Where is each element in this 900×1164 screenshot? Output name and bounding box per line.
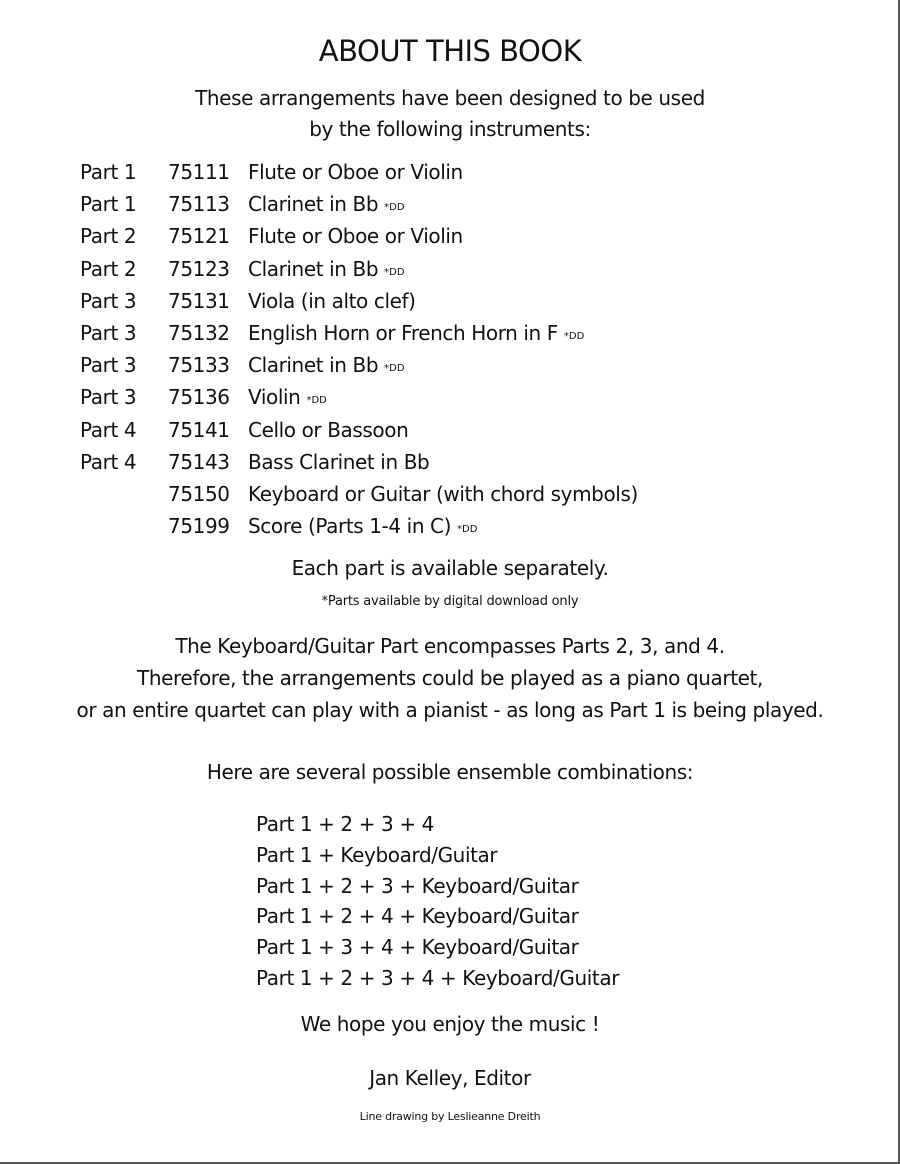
catalog-number: 75141 <box>168 417 230 442</box>
catalog-number: 75143 <box>168 449 230 474</box>
catalog-number: 75111 <box>168 160 230 184</box>
part-label: Part 1 <box>80 160 137 184</box>
instrument-name: Violin *DD <box>248 385 327 410</box>
part-label: Part 3 <box>80 353 137 378</box>
instrument-name: English Horn or French Horn in F *DD <box>248 320 585 345</box>
catalog-number: 75113 <box>168 192 230 217</box>
instrument-name: Keyboard or Guitar (with chord symbols) <box>248 481 638 506</box>
catalog-number: 75136 <box>168 385 230 410</box>
digital-download-marker: *DD <box>384 202 405 214</box>
instrument-name: Viola (in alto clef) <box>248 288 416 313</box>
digital-download-marker: *DD <box>306 395 327 407</box>
part-row <box>80 385 780 417</box>
keyboard-note-line-1: The Keyboard/Guitar Part encompasses Parts 2, 3, and 4. <box>175 634 725 658</box>
part-row <box>80 450 780 482</box>
part-row <box>80 321 780 353</box>
page-title: ABOUT THIS BOOK <box>318 34 582 68</box>
digital-download-marker: *DD <box>457 524 478 536</box>
combination-item: Part 1 + 2 + 4 + Keyboard/Guitar <box>256 904 579 929</box>
intro-line-2: by the following instruments: <box>309 117 591 141</box>
part-label: Part 1 <box>80 192 137 217</box>
part-label: Part 4 <box>80 449 137 474</box>
instrument-name: Clarinet in Bb *DD <box>248 353 405 378</box>
illustration-credit: Line drawing by Leslieanne Dreith <box>359 1110 541 1123</box>
part-row <box>80 418 780 450</box>
combinations-list <box>256 812 619 997</box>
instrument-name: Cello or Bassoon <box>248 417 409 442</box>
part-label: Part 3 <box>80 320 137 345</box>
digital-download-marker: *DD <box>384 363 405 375</box>
combination-item: Part 1 + 2 + 3 + 4 + Keyboard/Guitar <box>256 965 620 990</box>
keyboard-note-line-2: Therefore, the arrangements could be played as a piano quartet, <box>137 666 763 690</box>
combination-item: Part 1 + 3 + 4 + Keyboard/Guitar <box>256 935 579 960</box>
part-row <box>80 353 780 385</box>
part-label: Part 3 <box>80 385 137 410</box>
intro-line-1: These arrangements have been designed to be used <box>195 86 705 110</box>
catalog-number: 75123 <box>168 256 230 281</box>
catalog-number: 75133 <box>168 353 230 378</box>
combinations-heading: Here are several possible ensemble combinations: <box>206 760 694 784</box>
part-row <box>80 192 780 224</box>
combination-item: Part 1 + 2 + 3 + 4 <box>256 812 434 836</box>
catalog-number: 75150 <box>168 481 230 506</box>
instrument-name: Bass Clarinet in Bb <box>248 449 430 474</box>
part-row <box>80 257 780 289</box>
editor-signature: Jan Kelley, Editor <box>369 1066 531 1090</box>
keyboard-note-line-3: or an entire quartet can play with a pianist - as long as Part 1 is being played. <box>76 698 824 722</box>
catalog-number: 75199 <box>168 514 230 539</box>
combination-item: Part 1 + Keyboard/Guitar <box>256 842 498 867</box>
combination-item: Part 1 + 2 + 3 + Keyboard/Guitar <box>256 873 579 898</box>
instrument-name: Clarinet in Bb *DD <box>248 192 405 217</box>
instrument-name: Flute or Oboe or Violin <box>248 224 463 249</box>
instrument-name: Clarinet in Bb *DD <box>248 256 405 281</box>
digital-download-marker: *DD <box>563 330 585 342</box>
instrument-name: Flute or Oboe or Violin <box>248 160 463 184</box>
parts-list <box>80 160 780 546</box>
instrument-name: Score (Parts 1-4 in C) *DD <box>248 514 478 539</box>
digital-download-footnote: *Parts available by digital download only <box>321 594 579 609</box>
part-row <box>80 289 780 321</box>
part-row <box>80 482 780 514</box>
closing-message: We hope you enjoy the music ! <box>300 1012 600 1036</box>
catalog-number: 75131 <box>168 288 230 313</box>
part-label: Part 4 <box>80 417 137 442</box>
catalog-number: 75121 <box>168 224 230 249</box>
part-row <box>80 224 780 256</box>
part-row <box>80 160 780 192</box>
part-label: Part 2 <box>80 256 137 281</box>
part-label: Part 2 <box>80 224 137 249</box>
availability-note: Each part is available separately. <box>291 556 609 580</box>
digital-download-marker: *DD <box>384 266 405 278</box>
catalog-number: 75132 <box>168 320 230 345</box>
part-row <box>80 514 780 546</box>
part-label: Part 3 <box>80 288 137 313</box>
